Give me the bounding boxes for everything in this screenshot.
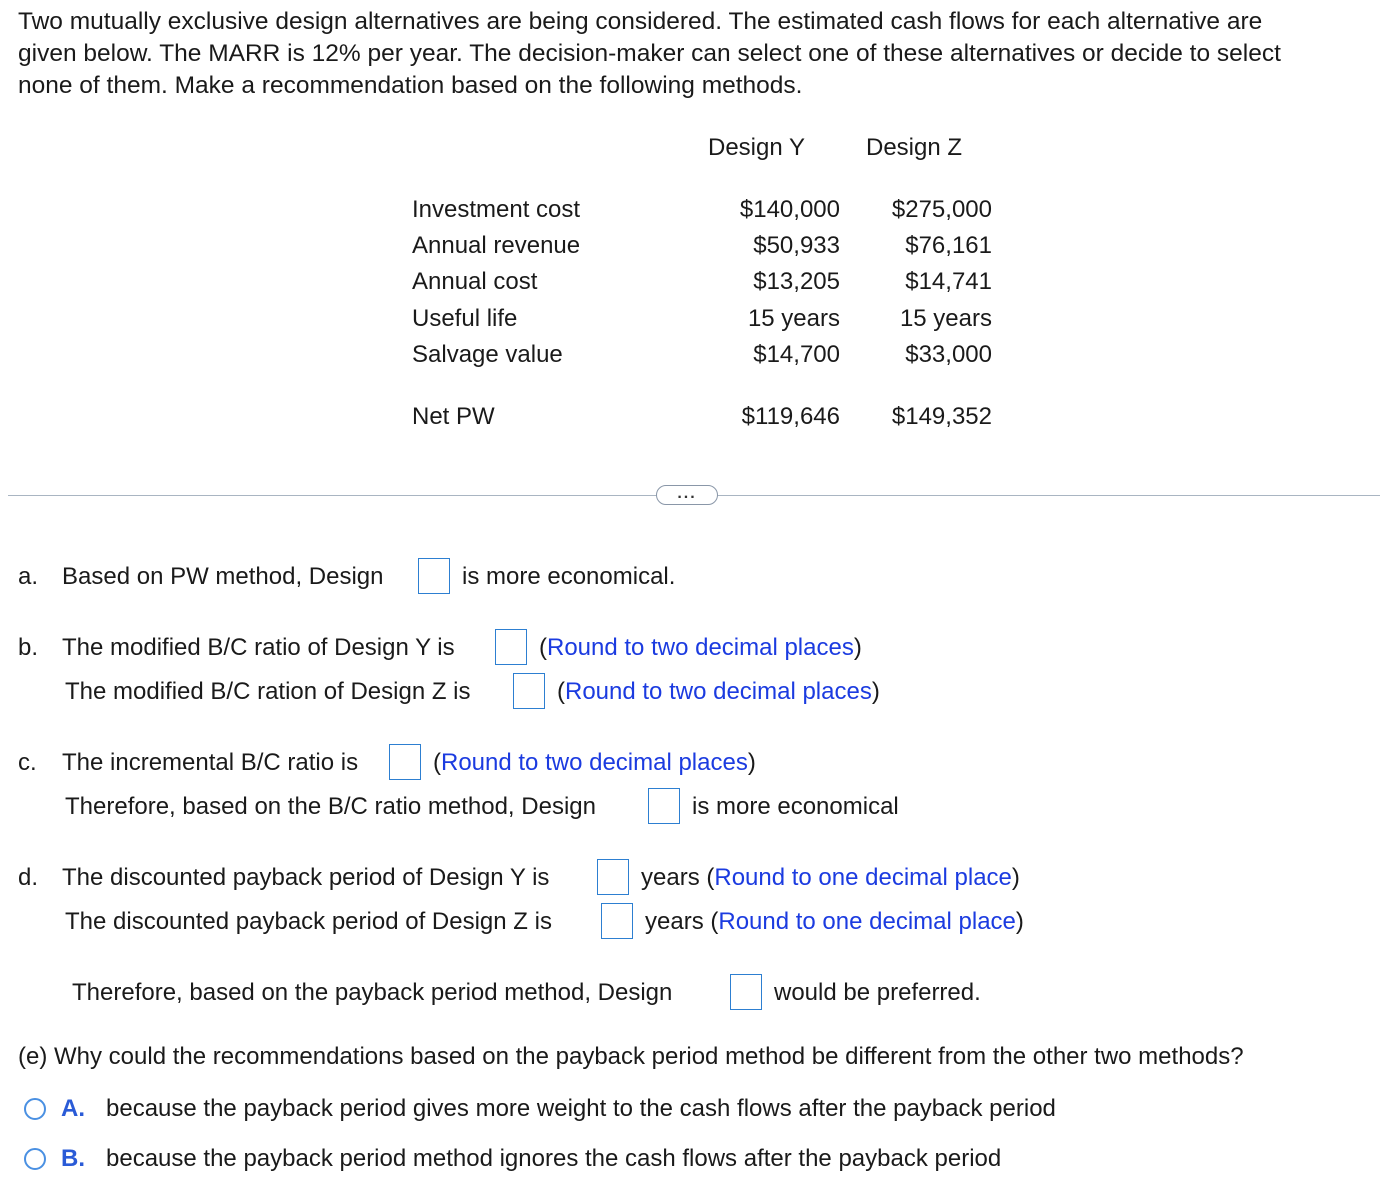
part-a-text-after: is more economical. [462, 563, 676, 590]
cell-z-net-pw: $149,352 [891, 403, 992, 430]
cell-y-net-pw: $119,646 [741, 403, 840, 430]
row-label-net-pw: Net PW [412, 403, 495, 430]
option-a-letter: A. [61, 1095, 85, 1122]
expand-more-button[interactable] [656, 485, 718, 505]
row-label-salvage-value: Salvage value [412, 341, 563, 368]
part-d-line-1: The discounted payback period of Design Y is [62, 864, 550, 891]
header-design-y: Design Y [708, 134, 805, 161]
part-b-letter: b. [18, 634, 39, 661]
part-a-design-input[interactable] [418, 558, 450, 594]
option-b-radio[interactable] [24, 1148, 46, 1170]
part-c-line-2: Therefore, based on the B/C ratio method, Design [65, 793, 596, 820]
cell-y-investment-cost: $140,000 [739, 196, 840, 223]
problem-statement [18, 6, 1368, 102]
part-d-hint-1: years (Round to one decimal place) [641, 864, 1020, 891]
part-d-payback-y-input[interactable] [597, 859, 629, 895]
problem-line-2: given below. The MARR is 12% per year. The decision-maker can select one of these alternatives or decide to select [18, 40, 1281, 67]
problem-line-1: Two mutually exclusive design alternatives are being considered. The estimated cash flows for each alternative are [18, 8, 1263, 35]
part-c-line-1: The incremental B/C ratio is [62, 749, 359, 776]
part-b-hint-2: (Round to two decimal places) [557, 678, 880, 705]
problem-line-3: none of them. Make a recommendation based on the following methods. [18, 72, 803, 99]
part-a-text: Based on PW method, Design [62, 563, 384, 590]
part-c-incremental-ratio-input[interactable] [389, 744, 421, 780]
cell-y-useful-life: 15 years [747, 305, 840, 332]
cell-y-annual-cost: $13,205 [753, 268, 840, 295]
part-d-line-3: Therefore, based on the payback period method, Design [72, 979, 673, 1006]
cell-z-useful-life: 15 years [899, 305, 992, 332]
part-b-ratio-z-input[interactable] [513, 673, 545, 709]
part-d-design-input[interactable] [730, 974, 762, 1010]
option-b-text: because the payback period method ignores the cash flows after the payback period [106, 1145, 1002, 1172]
part-b-line-2: The modified B/C ration of Design Z is [65, 678, 471, 705]
part-d-letter: d. [18, 864, 39, 891]
part-c-hint: (Round to two decimal places) [433, 749, 756, 776]
row-label-annual-cost: Annual cost [412, 268, 538, 295]
part-d-line-2: The discounted payback period of Design Z is [65, 908, 552, 935]
cell-y-salvage-value: $14,700 [753, 341, 840, 368]
part-b-hint-1: (Round to two decimal places) [539, 634, 862, 661]
ellipsis-icon: ... [677, 485, 697, 502]
cell-z-investment-cost: $275,000 [891, 196, 992, 223]
row-label-useful-life: Useful life [412, 305, 518, 332]
part-c-letter: c. [18, 749, 37, 776]
part-b-line-1: The modified B/C ratio of Design Y is [62, 634, 455, 661]
part-e-question: (e) Why could the recommendations based on the payback period method be different from the other two methods? [18, 1043, 1244, 1070]
part-c-design-input[interactable] [648, 788, 680, 824]
part-d-payback-z-input[interactable] [601, 903, 633, 939]
cell-y-annual-revenue: $50,933 [753, 232, 840, 259]
part-d-line-3-after: would be preferred. [774, 979, 981, 1006]
cell-z-annual-revenue: $76,161 [905, 232, 992, 259]
option-a-text: because the payback period gives more weight to the cash flows after the payback period [106, 1095, 1056, 1122]
option-b-letter: B. [61, 1145, 85, 1172]
row-label-investment-cost: Investment cost [412, 196, 581, 223]
part-d-hint-2: years (Round to one decimal place) [645, 908, 1024, 935]
header-design-z: Design Z [866, 134, 963, 161]
part-a-letter: a. [18, 563, 39, 590]
cell-z-salvage-value: $33,000 [905, 341, 992, 368]
row-label-annual-revenue: Annual revenue [412, 232, 581, 259]
option-a-radio[interactable] [24, 1098, 46, 1120]
cell-z-annual-cost: $14,741 [905, 268, 992, 295]
part-b-ratio-y-input[interactable] [495, 629, 527, 665]
part-c-line-2-after: is more economical [692, 793, 899, 820]
